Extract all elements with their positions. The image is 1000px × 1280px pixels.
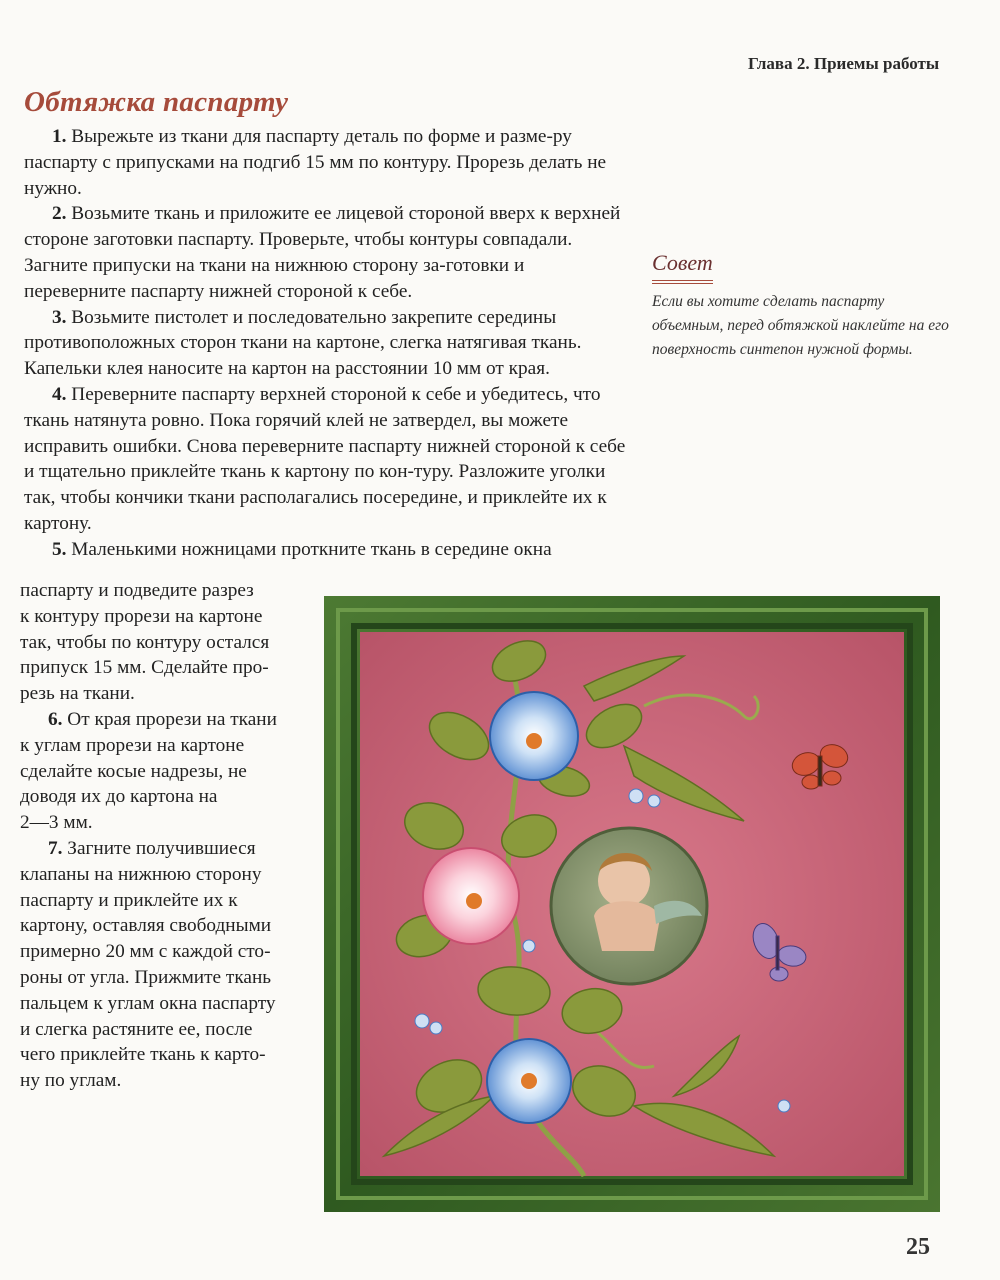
step-number: 5. [52,538,67,560]
step-number: 6. [48,709,63,730]
text-line: паспарту и приклейте их к [20,889,238,911]
pink-flower [423,848,519,944]
blue-flower [487,1039,571,1123]
step-number: 7. [48,838,63,859]
text-line [20,707,308,733]
text-line: резь на ткани. [20,683,135,705]
step-paragraph [24,201,626,304]
step-paragraph [24,305,626,382]
section-title: Обтяжка паспарту [24,86,289,118]
tip-text: Если вы хотите сделать паспарту объемным, перед обтяжкой наклейте на его поверхность синтепон нужной формы. [652,293,949,358]
text-line: примерно 20 мм с каждой сто- [20,941,271,963]
step-text: Переверните паспарту верхней стороной к себе и убедитесь, что ткань натянута ровно. Пока горячий клей не затвердел, вы можете исправить ошибки. Снова переверните паспарту нижней стороной к себе и тщательно приклейте ткань к картону по кон-туру. Разложите уголки так, чтобы кончики ткани располагались посередине, и приклейте их к картону. [24,383,626,534]
cherub-medallion [551,828,707,984]
step-paragraph [24,382,626,537]
step-text: Возьмите ткань и приложите ее лицевой стороной вверх к верхней стороне заготовки паспарту. Проверьте, чтобы контуры совпадали. Загните припуски на ткани на нижнюю сторону за-готовки и переверните паспарту нижней стороной к себе. [24,203,621,302]
step-text: Возьмите пистолет и последовательно закрепите середины противоположных сторон ткани на картоне, слегка натягивая ткань. Капельки клея наносите на картон на расстоянии 10 мм от края. [24,306,582,380]
text-line: ну по углам. [20,1070,122,1092]
step-text: Маленькими ножницами проткните ткань в середине окна [66,538,552,560]
step-text: Загните получившиеся [62,838,256,859]
text-line: к углам прорези на картоне [20,734,245,756]
instructions-text [24,124,626,563]
text-line: и слегка растяните ее, после [20,1018,253,1040]
text-line: паспарту и подведите разрез [20,580,254,601]
text-line: картону, оставляя свободными [20,915,272,937]
step-7 [20,836,308,1094]
text-line: роны от угла. Прижмите ткань [20,966,272,988]
text-line: припуск 15 мм. Сделайте про- [20,657,269,679]
running-head: Глава 2. Приемы работы [748,54,940,73]
step-text: От края прорези на ткани [62,709,277,730]
embroidered-frame-photo [324,596,940,1212]
step-number: 2. [52,203,67,225]
step-text: Вырежьте из ткани для паспарту деталь по форме и разме-ру паспарту с припусками на подгиб 15 мм по контуру. Прорезь делать не нужно. [24,126,607,199]
text-line: доводя их до картона на [20,786,218,808]
text-line: чего приклейте ткань к карто- [20,1044,266,1066]
text-line: пальцем к углам окна паспарту [20,992,276,1014]
page-number: 25 [906,1234,930,1260]
step-number: 3. [52,306,67,328]
text-line [20,836,308,862]
blue-flower [490,692,578,780]
step-number: 4. [52,383,67,405]
text-line: клапаны на нижнюю сторону [20,863,262,885]
text-line: к контуру прорези на картоне [20,605,263,627]
step-6 [20,707,308,836]
text-line: сделайте косые надрезы, не [20,760,247,782]
step-5-continuation [20,578,308,707]
step-paragraph [24,124,626,201]
tip-title: Совет [652,250,713,284]
step-number: 1. [52,126,67,147]
text-line: так, чтобы по контуру остался [20,631,270,653]
text-line: 2—3 мм. [20,812,93,834]
step-paragraph [24,537,626,563]
